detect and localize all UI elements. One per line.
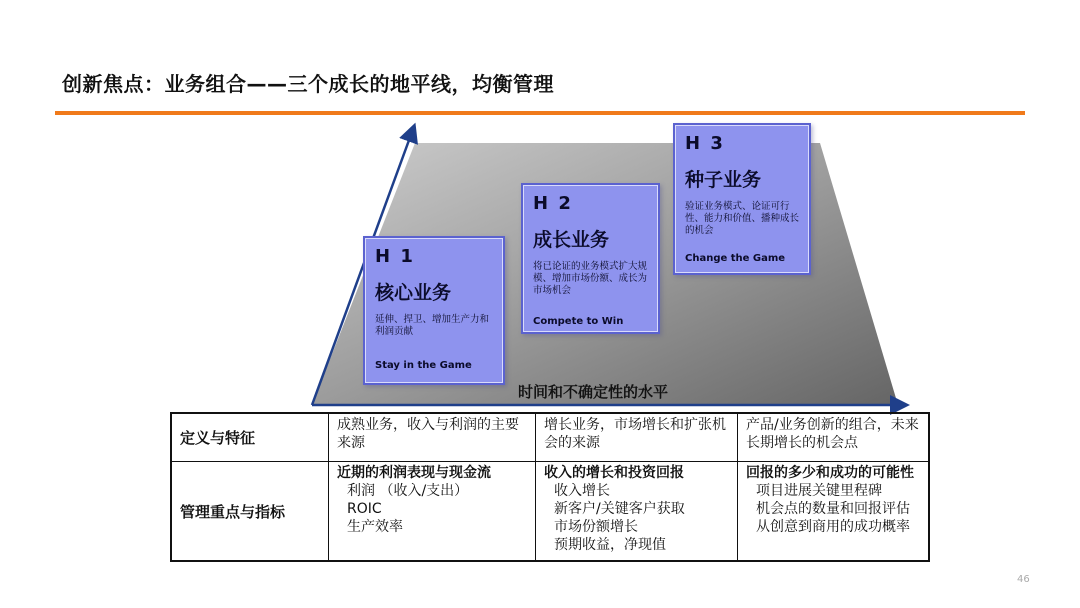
table-row xyxy=(171,413,929,461)
cell-text: 产品/业务创新的组合，未来长期增长的机会点 xyxy=(746,417,919,451)
horizon-name: 核心业务 xyxy=(375,282,452,304)
cell-text: 成熟业务，收入与利润的主要来源 xyxy=(337,417,519,451)
cell-lead: 回报的多少和成功的可能性 xyxy=(746,464,914,481)
horizon-code: H 1 xyxy=(375,246,415,267)
table-cell xyxy=(536,461,738,561)
page-number: 46 xyxy=(1017,574,1030,585)
table-cell xyxy=(738,413,930,461)
table-cell xyxy=(738,461,930,561)
table-cell xyxy=(329,461,536,561)
horizon-box-h2 xyxy=(521,183,660,334)
cell-text: 增长业务，市场增长和扩张机会的来源 xyxy=(544,417,726,451)
horizon-name: 成长业务 xyxy=(533,229,610,251)
horizon-table xyxy=(170,412,930,562)
horizon-description: 延伸、捍卫、增加生产力和利润贡献 xyxy=(375,314,490,337)
horizon-box-h1 xyxy=(363,236,505,385)
table-cell xyxy=(536,413,738,461)
page-title: 创新焦点：业务组合——三个成长的地平线，均衡管理 xyxy=(62,72,554,96)
cell-lead: 收入的增长和投资回报 xyxy=(544,464,684,481)
horizon-tagline: Change the Game xyxy=(685,253,786,264)
cell-item: 收入增长 xyxy=(554,482,610,499)
horizon-tagline: Compete to Win xyxy=(533,316,624,327)
row-header: 管理重点与指标 xyxy=(171,461,329,561)
horizon-code: H 3 xyxy=(685,133,725,154)
cell-lead: 近期的利润表现与现金流 xyxy=(337,464,491,481)
table-cell xyxy=(329,413,536,461)
cell-item: 利润 （收入/支出） xyxy=(347,482,469,499)
cell-item: 从创意到商用的成功概率 xyxy=(756,518,910,535)
horizon-code: H 2 xyxy=(533,193,573,214)
cell-item: 市场份额增长 xyxy=(554,518,638,535)
cell-item: 生产效率 xyxy=(347,518,403,535)
horizon-name: 种子业务 xyxy=(685,169,762,191)
table-row xyxy=(171,461,929,561)
cell-item: ROIC xyxy=(347,500,382,517)
horizon-description: 验证业务模式、论证可行性、能力和价值、播种成长的机会 xyxy=(685,201,800,236)
horizon-description: 将已论证的业务模式扩大规模、增加市场份额、成长为市场机会 xyxy=(533,261,648,296)
horizontal-axis-label: 时间和不确定性的水平 xyxy=(518,383,669,401)
horizon-tagline: Stay in the Game xyxy=(375,360,472,371)
cell-item: 新客户/关键客户获取 xyxy=(554,500,685,517)
cell-item: 预期收益，净现值 xyxy=(554,536,666,553)
cell-item: 项目进展关键里程碑 xyxy=(756,482,882,499)
cell-item: 机会点的数量和回报评估 xyxy=(756,500,910,517)
horizon-box-h3 xyxy=(673,123,811,275)
row-header: 定义与特征 xyxy=(171,413,329,461)
